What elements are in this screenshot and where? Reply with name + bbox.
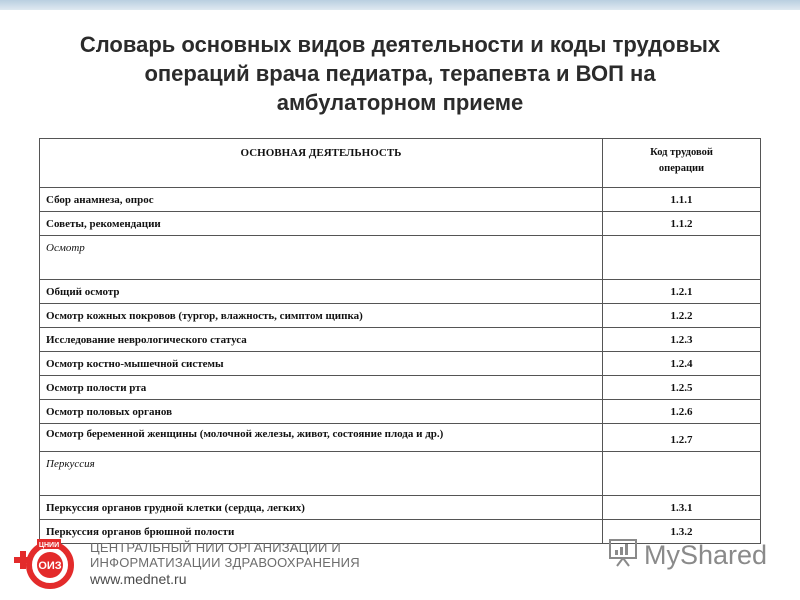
table-row <box>40 328 761 352</box>
code-cell: 1.3.1 <box>603 496 761 520</box>
code-cell: 1.1.2 <box>603 212 761 236</box>
top-decor-strip <box>0 0 800 10</box>
activity-cell: Осмотр полости рта <box>40 376 603 400</box>
logo-text-bottom: ОИЗ <box>38 560 62 572</box>
section-row <box>40 236 761 280</box>
header-activity: ОСНОВНАЯ ДЕЯТЕЛЬНОСТЬ <box>40 139 603 188</box>
table-row <box>40 352 761 376</box>
activity-cell: Исследование неврологического статуса <box>40 328 603 352</box>
table-row <box>40 280 761 304</box>
code-cell <box>603 236 761 280</box>
presentation-icon <box>608 537 638 574</box>
activity-cell: Осмотр кожных покровов (тургор, влажность, симптом щипка) <box>40 304 603 328</box>
activity-cell: Осмотр костно-мышечной системы <box>40 352 603 376</box>
table-row <box>40 496 761 520</box>
table-row <box>40 424 761 452</box>
table-row <box>40 400 761 424</box>
code-cell: 1.1.1 <box>603 188 761 212</box>
code-cell: 1.2.6 <box>603 400 761 424</box>
activity-cell: Осмотр половых органов <box>40 400 603 424</box>
title-line-1: Словарь основных видов деятельности и коды трудовых <box>79 32 721 57</box>
activity-cell: Общий осмотр <box>40 280 603 304</box>
slide-title <box>20 30 780 117</box>
title-line-2: операций врача педиатра, терапевта и ВОП на <box>144 61 656 86</box>
watermark-text: MyShared <box>644 539 768 570</box>
section-heading-cell: Перкуссия <box>40 452 603 496</box>
cniioiz-logo <box>12 537 80 591</box>
header-code <box>603 139 761 188</box>
activity-cell: Перкуссия органов брюшной полости <box>40 520 603 544</box>
code-cell: 1.2.3 <box>603 328 761 352</box>
myshared-watermark <box>608 538 768 572</box>
code-cell: 1.2.1 <box>603 280 761 304</box>
code-cell <box>603 452 761 496</box>
activity-cell: Перкуссия органов грудной клетки (сердца, легких) <box>40 496 603 520</box>
section-heading-cell: Осмотр <box>40 236 603 280</box>
organization-name <box>90 540 360 570</box>
code-cell: 1.3.2 <box>603 520 761 544</box>
logo-text-top: ЦНИИ <box>38 542 60 549</box>
table-row <box>40 304 761 328</box>
header-code-line-2: операции <box>658 163 705 174</box>
code-cell: 1.2.7 <box>603 424 761 452</box>
org-line-2: ИНФОРМАТИЗАЦИИ ЗДРАВООХРАНЕНИЯ <box>90 555 360 570</box>
code-cell: 1.2.2 <box>603 304 761 328</box>
table-row <box>40 212 761 236</box>
code-cell: 1.2.5 <box>603 376 761 400</box>
code-cell: 1.2.4 <box>603 352 761 376</box>
title-line-3: амбулаторном приеме <box>276 90 524 115</box>
activity-cell: Осмотр беременной женщины (молочной железы, живот, состояние плода и др.) <box>40 424 603 452</box>
org-line-1: ЦЕНТРАЛЬНЫЙ НИИ ОРГАНИЗАЦИИ И <box>90 540 341 555</box>
table-row <box>40 376 761 400</box>
activity-code-table <box>39 138 761 544</box>
site-url[interactable]: www.mednet.ru <box>90 571 187 587</box>
table-row <box>40 188 761 212</box>
header-code-line-1: Код трудовой <box>650 147 713 158</box>
activity-cell: Сбор анамнеза, опрос <box>40 188 603 212</box>
activity-cell: Советы, рекомендации <box>40 212 603 236</box>
section-row <box>40 452 761 496</box>
